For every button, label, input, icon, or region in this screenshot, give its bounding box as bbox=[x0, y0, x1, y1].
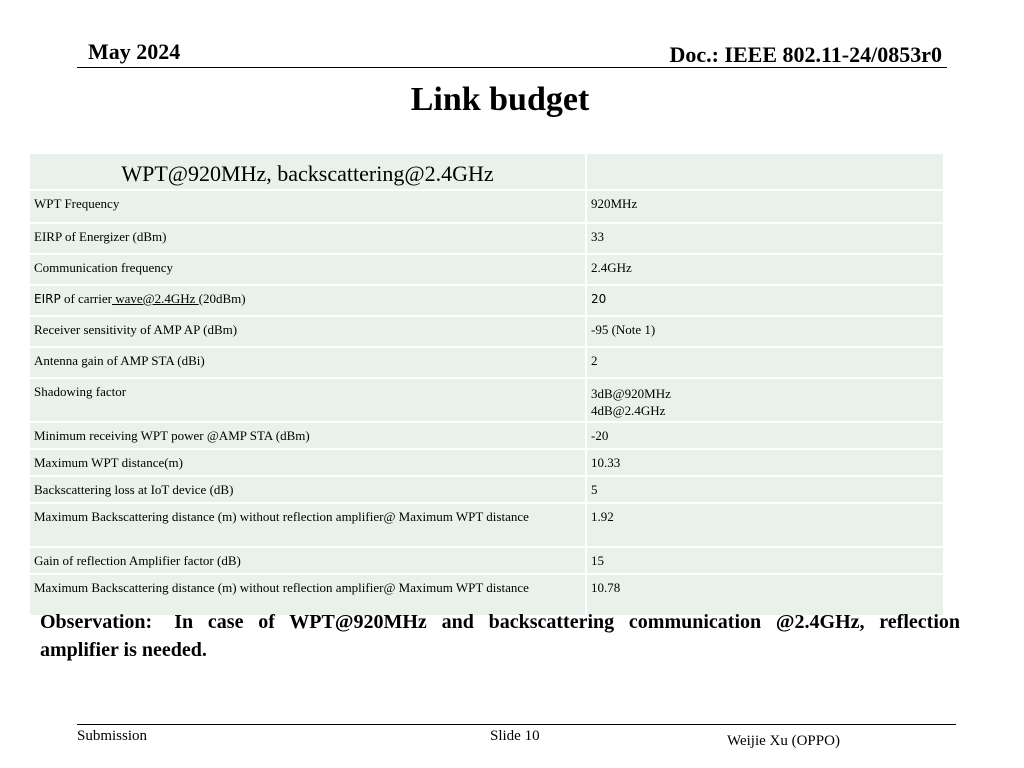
footer-divider bbox=[77, 724, 956, 725]
value-line-1: 3dB@920MHz bbox=[591, 386, 671, 401]
footer-submission: Submission bbox=[77, 728, 148, 744]
param-cell: Maximum Backscattering distance (m) without reflection amplifier@ Maximum WPT distance bbox=[30, 575, 587, 617]
param-cell: Backscattering loss at IoT device (dB) bbox=[30, 477, 587, 504]
param-cell: Shadowing factor bbox=[30, 379, 587, 423]
param-suffix: (20dBm) bbox=[198, 291, 246, 306]
table-row bbox=[30, 379, 943, 423]
value-cell: 10.78 bbox=[587, 575, 943, 617]
link-budget-table bbox=[30, 154, 943, 617]
table-header-cell: WPT@920MHz, backscattering@2.4GHz bbox=[30, 154, 587, 191]
footer-slide-number: Slide 10 bbox=[490, 728, 540, 744]
param-cell: WPT Frequency bbox=[30, 191, 587, 224]
value-cell: 33 bbox=[587, 224, 943, 255]
value-cell: 1.92 bbox=[587, 504, 943, 548]
table-row bbox=[30, 504, 943, 548]
param-cell bbox=[30, 286, 587, 317]
header-date: May 2024 bbox=[88, 39, 181, 64]
table-row bbox=[30, 286, 943, 317]
header-doc-id: Doc.: IEEE 802.11-24/0853r0 bbox=[669, 42, 942, 67]
param-mid: of carrier bbox=[60, 291, 112, 306]
observation-text: In case of WPT@920MHz and backscattering communication @2.4GHz, reflection amplifier is needed. bbox=[40, 611, 960, 661]
table-row bbox=[30, 191, 943, 224]
value-text: 20 bbox=[591, 292, 607, 306]
param-prefix: EIRP bbox=[34, 292, 61, 306]
table-header-cell bbox=[587, 154, 943, 191]
param-cell: Communication frequency bbox=[30, 255, 587, 286]
value-line-2: 4dB@2.4GHz bbox=[591, 403, 666, 418]
slide-title: Link budget bbox=[410, 81, 590, 118]
param-cell: Gain of reflection Amplifier factor (dB) bbox=[30, 548, 587, 575]
table-row bbox=[30, 348, 943, 379]
value-cell: 5 bbox=[587, 477, 943, 504]
value-cell: -20 bbox=[587, 423, 943, 450]
param-cell: Minimum receiving WPT power @AMP STA (dBm) bbox=[30, 423, 587, 450]
value-cell: 2 bbox=[587, 348, 943, 379]
value-cell: 15 bbox=[587, 548, 943, 575]
table-row bbox=[30, 255, 943, 286]
value-cell: 2.4GHz bbox=[587, 255, 943, 286]
value-cell bbox=[587, 286, 943, 317]
value-cell: -95 (Note 1) bbox=[587, 317, 943, 348]
value-cell: 10.33 bbox=[587, 450, 943, 477]
table-header-row bbox=[30, 154, 943, 191]
param-cell: Maximum Backscattering distance (m) without reflection amplifier@ Maximum WPT distance bbox=[30, 504, 587, 548]
table-row bbox=[30, 548, 943, 575]
table-row bbox=[30, 477, 943, 504]
param-link-text: wave@2.4GHz bbox=[111, 291, 199, 306]
param-cell: Maximum WPT distance(m) bbox=[30, 450, 587, 477]
value-cell: 920MHz bbox=[587, 191, 943, 224]
param-cell: Receiver sensitivity of AMP AP (dBm) bbox=[30, 317, 587, 348]
footer-author: Weijie Xu (OPPO) bbox=[727, 733, 840, 749]
table-row bbox=[30, 450, 943, 477]
value-cell bbox=[587, 379, 943, 423]
observation-paragraph bbox=[40, 608, 960, 664]
table-row bbox=[30, 423, 943, 450]
table-row bbox=[30, 317, 943, 348]
observation-label: Observation: bbox=[40, 611, 153, 633]
header-divider bbox=[77, 67, 947, 68]
param-cell: EIRP of Energizer (dBm) bbox=[30, 224, 587, 255]
param-cell: Antenna gain of AMP STA (dBi) bbox=[30, 348, 587, 379]
table-row bbox=[30, 224, 943, 255]
